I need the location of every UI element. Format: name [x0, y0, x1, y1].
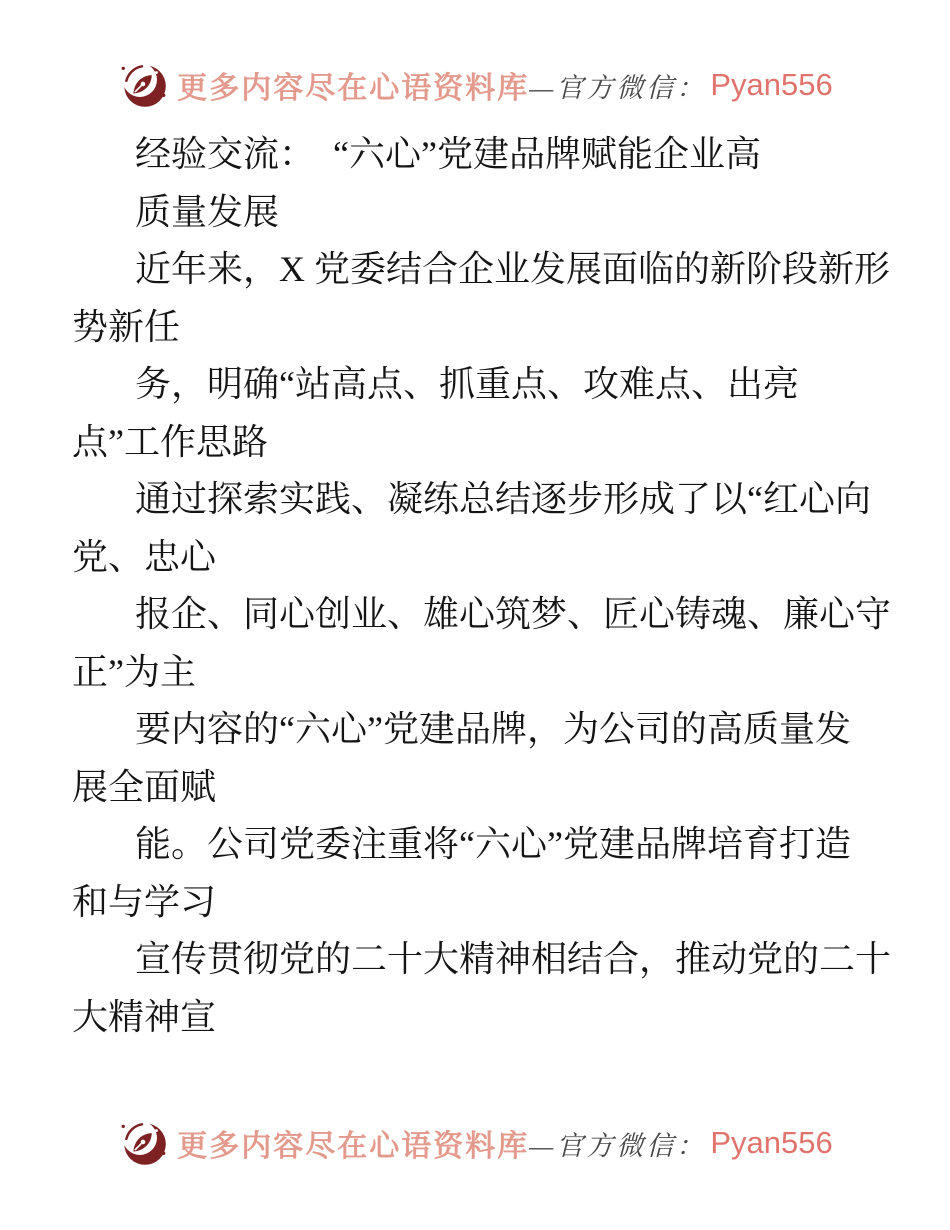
footer-watermark	[0, 1116, 950, 1170]
document-line: 大精神宣	[72, 996, 217, 1037]
pen-nib-logo-icon	[117, 58, 171, 112]
pen-nib-logo-icon	[117, 1116, 171, 1170]
watermark-wechat-label: —官方微信：	[529, 1130, 707, 1161]
document-line: 和与学习	[72, 881, 217, 922]
document-line: 势新任	[72, 306, 181, 347]
document-title-line: 质量发展	[135, 191, 280, 232]
document-line: 能。公司党委注重将“六心”党建品牌培育打造	[135, 824, 851, 864]
watermark-wechat-id: Pyan556	[710, 67, 833, 102]
watermark-wechat-id: Pyan556	[710, 1125, 833, 1160]
document-title-line: 经验交流： “六心”党建品牌赋能企业高	[135, 134, 761, 174]
document-line: 宣传贯彻党的二十大精神相结合，推动党的二十	[135, 939, 892, 979]
document-line: 通过探索实践、凝练总结逐步形成了以“红心向	[135, 479, 871, 519]
document-line: 近年来，X 党委结合企业发展面临的新阶段新形	[135, 249, 890, 289]
document-body	[72, 126, 910, 1046]
watermark-brand-text: 更多内容尽在心语资料库	[177, 1130, 530, 1163]
document-line: 展全面赋	[72, 766, 217, 807]
document-line: 要内容的“六心”党建品牌，为公司的高质量发	[135, 709, 851, 749]
document-line: 报企、同心创业、雄心筑梦、匠心铸魂、廉心守	[135, 594, 892, 634]
document-line: 务，明确“站高点、抓重点、攻难点、出亮	[135, 364, 799, 404]
document-line: 点”工作思路	[72, 421, 268, 462]
document-line: 党、忠心	[72, 536, 217, 577]
watermark-brand-text: 更多内容尽在心语资料库	[177, 72, 530, 105]
header-watermark	[0, 58, 950, 112]
document-line: 正”为主	[72, 651, 196, 692]
watermark-wechat-label: —官方微信：	[529, 72, 707, 103]
